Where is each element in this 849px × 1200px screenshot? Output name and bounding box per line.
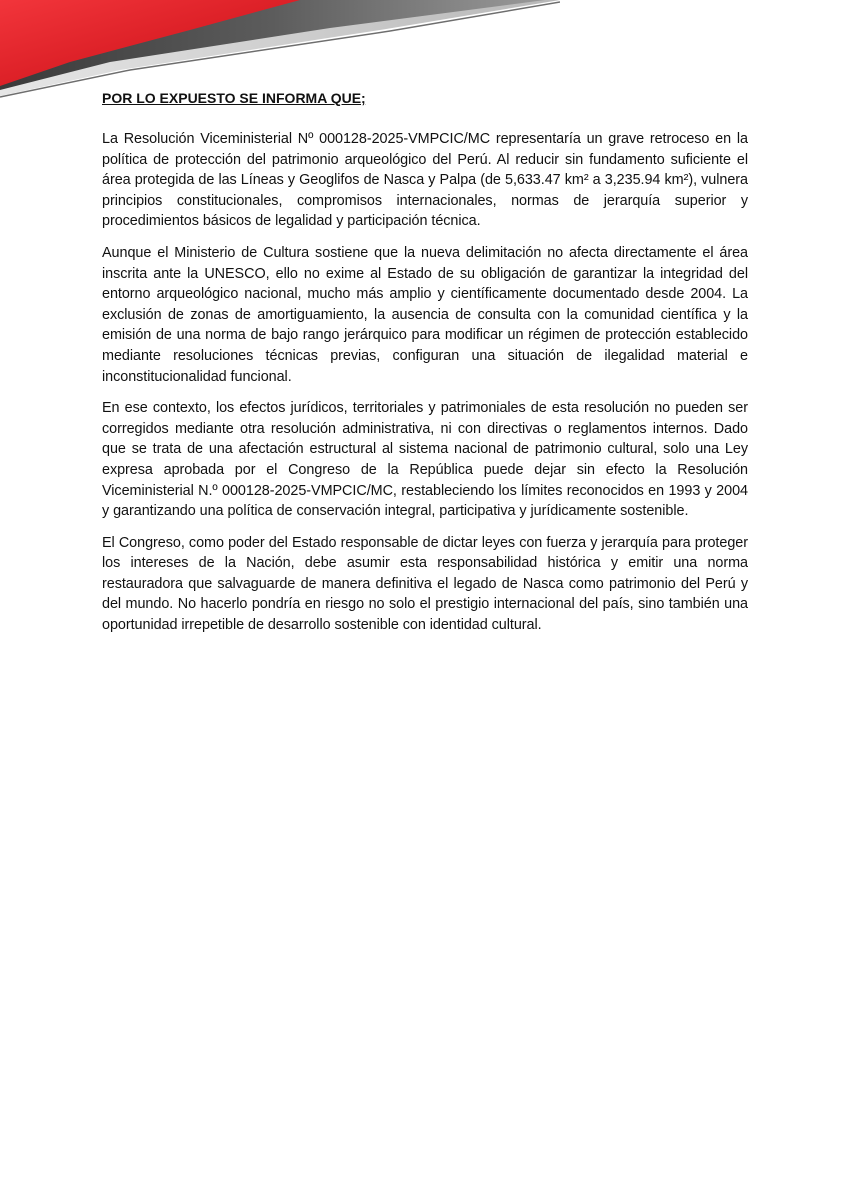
paragraph-3: En ese contexto, los efectos jurídicos, territoriales y patrimoniales de esta resolución no pueden ser corregidos mediante otra resolución administrativa, ni con directivas o reglamentos internos. Dado que se trata de una afectación estructural al sistema nacional de patrimonio cultural, solo una Ley expresa aprobada por el Congreso de la República puede dejar sin efecto la Resolución Viceministerial N.º 000128-2025-VMPCIC/MC, restableciendo los límites reconocidos en 1993 y 2004 y garantizando una política de conservación integral, participativa y jurídicamente sostenible. bbox=[102, 400, 748, 520]
section-title: POR LO EXPUESTO SE INFORMA QUE; bbox=[102, 90, 366, 106]
document-body bbox=[102, 88, 748, 647]
paragraph-1: La Resolución Viceministerial Nº 000128-2025-VMPCIC/MC representaría un grave retroceso en la política de protección del patrimonio arqueológico del Perú. Al reducir sin fundamento suficiente el área protegida de las Líneas y Geoglifos de Nasca y Palpa (de 5,633.47 km² a 3,235.94 km²), vulnera principios constitucionales, compromisos internacionales, normas de jerarquía superior y procedimientos básicos de legalidad y participación técnica. bbox=[102, 131, 748, 230]
paragraph-4: El Congreso, como poder del Estado responsable de dictar leyes con fuerza y jerarquía para proteger los intereses de la Nación, debe asumir esta responsabilidad histórica y emitir una norma restauradora que salvaguarde de manera definitiva el legado de Nasca como patrimonio del Perú y del mundo. No hacerlo pondría en riesgo no solo el prestigio internacional del país, sino también una oportunidad irrepetible de desarrollo sostenible con identidad cultural. bbox=[102, 534, 748, 634]
paragraph-2: Aunque el Ministerio de Cultura sostiene que la nueva delimitación no afecta directamente el área inscrita ante la UNESCO, ello no exime al Estado de su obligación de garantizar la integridad del entorno arqueológico nacional, mucho más amplio y científicamente documentado desde 2004. La exclusión de zonas de amortiguamiento, la ausencia de consulta con la comunidad científica y la emisión de una norma de bajo rango jerárquico para modificar un régimen de protección establecido mediante resoluciones técnicas previas, configuran una situación de ilegalidad material e inconstitucionalidad funcional. bbox=[102, 244, 748, 385]
